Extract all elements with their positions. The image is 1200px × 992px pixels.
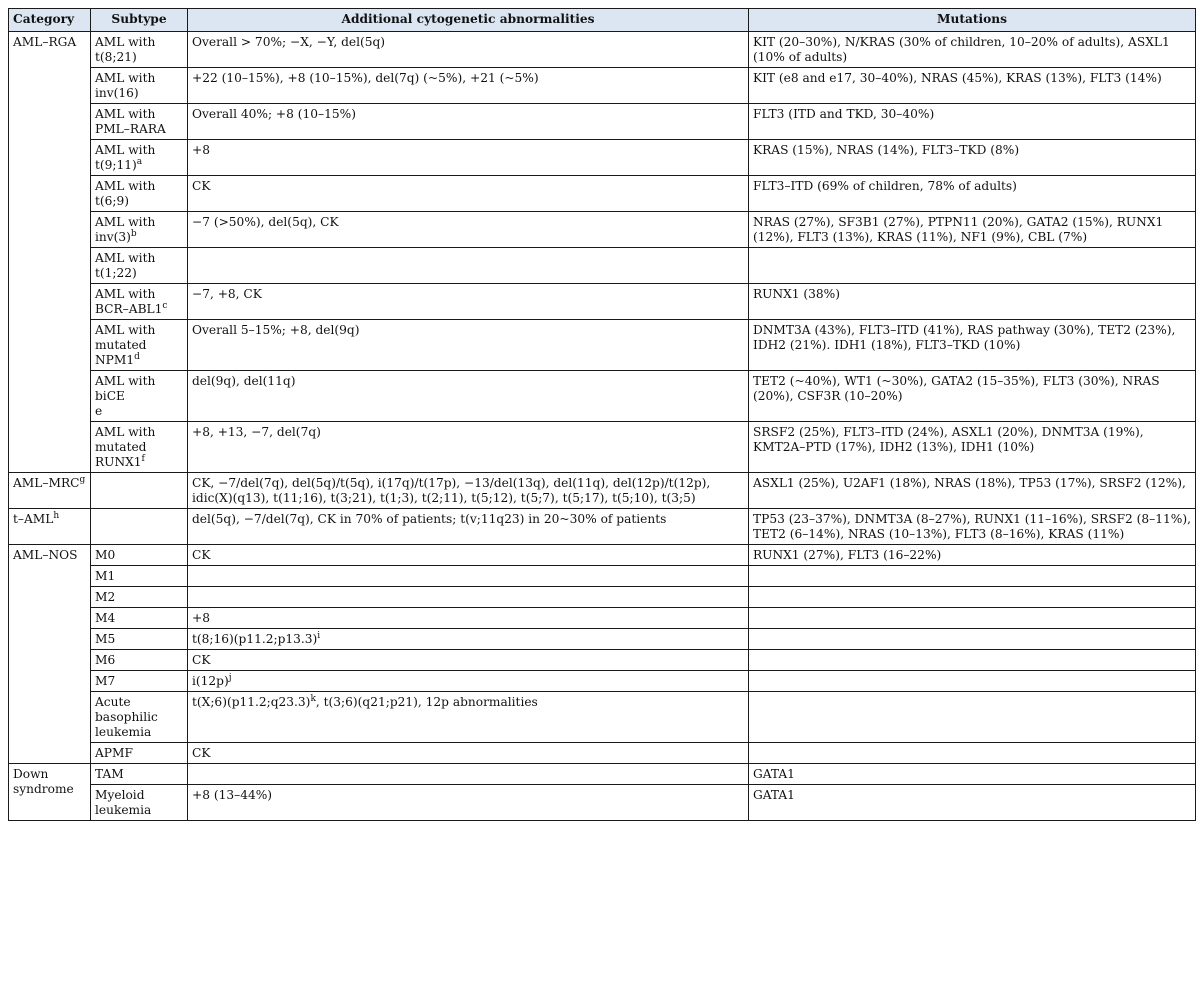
table-row: [9, 32, 1196, 68]
table-container: [8, 8, 1195, 821]
table-row: [9, 629, 1196, 650]
category-cell: [9, 473, 91, 509]
subtype-cell: M7: [91, 671, 188, 692]
subtype-cell: M5: [91, 629, 188, 650]
cytogenetics-text: t(8;16)(p11.2;p13.3): [192, 632, 318, 646]
table-row: [9, 509, 1196, 545]
header-row: [9, 9, 1196, 32]
subtype-cell: M1: [91, 566, 188, 587]
mutations-cell: [749, 608, 1196, 629]
cytogenetics-text: t(X;6)(p11.2;q23.3): [192, 695, 311, 709]
cytogenetics-cell: [188, 566, 749, 587]
subtype-cell: [91, 473, 188, 509]
category-text: t–AML: [13, 512, 54, 526]
cytogenetics-cell: [188, 629, 749, 650]
subtype-cell: AML with t(1;22): [91, 248, 188, 284]
subtype-cell: [91, 320, 188, 371]
mutations-cell: [749, 248, 1196, 284]
category-cell: [9, 509, 91, 545]
cytogenetics-cell: +8 (13–44%): [188, 785, 749, 821]
mutations-cell: GATA1: [749, 764, 1196, 785]
mutations-cell: RUNX1 (27%), FLT3 (16–22%): [749, 545, 1196, 566]
subtype-cell: [91, 509, 188, 545]
footnote-marker: i: [317, 630, 321, 641]
cytogenetics-cell: +8: [188, 608, 749, 629]
cytogenetics-cell: −7, +8, CK: [188, 284, 749, 320]
cytogenetics-cell: −7 (>50%), del(5q), CK: [188, 212, 749, 248]
table-row: [9, 473, 1196, 509]
mutations-cell: SRSF2 (25%), FLT3–ITD (24%), ASXL1 (20%), DNMT3A (19%), KMT2A–PTD (17%), IDH2 (13%), IDH1 (10%): [749, 422, 1196, 473]
mutations-cell: TET2 (~40%), WT1 (~30%), GATA2 (15–35%), FLT3 (30%), NRAS (20%), CSF3R (10–20%): [749, 371, 1196, 422]
header-mutations: Mutations: [749, 9, 1196, 32]
subtype-cell: [91, 212, 188, 248]
cytogenetics-cell: CK: [188, 650, 749, 671]
mutations-cell: TP53 (23–37%), DNMT3A (8–27%), RUNX1 (11–16%), SRSF2 (8–11%), TET2 (6–14%), NRAS (10–13%), FLT3 (8–16%), KRAS (11%): [749, 509, 1196, 545]
mutations-cell: RUNX1 (38%): [749, 284, 1196, 320]
subtype-cell: Acute basophilic leukemia: [91, 692, 188, 743]
cytogenetics-text: i(12p): [192, 674, 229, 688]
mutations-cell: NRAS (27%), SF3B1 (27%), PTPN11 (20%), GATA2 (15%), RUNX1 (12%), FLT3 (13%), KRAS (11%), NF1 (9%), CBL (7%): [749, 212, 1196, 248]
subtype-text: AML with biCE: [95, 374, 156, 403]
subtype-cell: M2: [91, 587, 188, 608]
subtype-cell: APMF: [91, 743, 188, 764]
table-row: [9, 320, 1196, 371]
cytogenetics-cell: del(5q), −7/del(7q), CK in 70% of patients; t(v;11q23) in 20~30% of patients: [188, 509, 749, 545]
table-row: [9, 284, 1196, 320]
subtype-cell: M6: [91, 650, 188, 671]
mutations-cell: [749, 671, 1196, 692]
table-row: [9, 422, 1196, 473]
cytogenetics-cell: [188, 764, 749, 785]
subtype-text: AML with mutated RUNX1: [95, 425, 156, 469]
table-row: [9, 68, 1196, 104]
footnote-marker: j: [228, 672, 232, 683]
mutations-cell: [749, 692, 1196, 743]
mutations-cell: ASXL1 (25%), U2AF1 (18%), NRAS (18%), TP53 (17%), SRSF2 (12%),: [749, 473, 1196, 509]
mutations-cell: [749, 566, 1196, 587]
table-row: [9, 212, 1196, 248]
mutations-cell: GATA1: [749, 785, 1196, 821]
footnote-marker: h: [53, 510, 60, 521]
cytogenetics-cell: CK: [188, 545, 749, 566]
footnote-marker: c: [162, 300, 168, 311]
cytogenetics-text: , t(3;6)(q21;p21), 12p abnormalities: [315, 695, 538, 709]
table-row: [9, 371, 1196, 422]
cytogenetics-cell: +22 (10–15%), +8 (10–15%), del(7q) (~5%), +21 (~5%): [188, 68, 749, 104]
footnote-marker: k: [310, 693, 316, 704]
subtype-cell: AML with PML–RARA: [91, 104, 188, 140]
cytogenetics-cell: CK: [188, 176, 749, 212]
table-row: [9, 587, 1196, 608]
subtype-cell: [91, 284, 188, 320]
cytogenetics-cell: Overall > 70%; −X, −Y, del(5q): [188, 32, 749, 68]
mutations-cell: KRAS (15%), NRAS (14%), FLT3–TKD (8%): [749, 140, 1196, 176]
mutations-cell: FLT3 (ITD and TKD, 30–40%): [749, 104, 1196, 140]
mutations-cell: [749, 650, 1196, 671]
cytogenetics-cell: +8, +13, −7, del(7q): [188, 422, 749, 473]
subtype-cell: TAM: [91, 764, 188, 785]
cytogenetics-cell: [188, 587, 749, 608]
table-row: [9, 140, 1196, 176]
table-row: [9, 671, 1196, 692]
cytogenetics-cell: CK, −7/del(7q), del(5q)/t(5q), i(17q)/t(17p), −13/del(13q), del(11q), del(12p)/t(12p), idic(X)(q13), t(11;16), t(3;21), t(1;3), t(2;11), t(5;12), t(5;7), t(5;17), t(5;10), t(3;5): [188, 473, 749, 509]
mutations-cell: KIT (e8 and e17, 30–40%), NRAS (45%), KRAS (13%), FLT3 (14%): [749, 68, 1196, 104]
category-text: AML–MRC: [13, 476, 80, 490]
header-category: Category: [9, 9, 91, 32]
table-row: [9, 785, 1196, 821]
cytogenetics-cell: Overall 40%; +8 (10–15%): [188, 104, 749, 140]
table-row: [9, 176, 1196, 212]
subtype-cell: M0: [91, 545, 188, 566]
mutations-cell: [749, 629, 1196, 650]
subtype-text: AML with mutated NPM1: [95, 323, 156, 367]
table-row: [9, 743, 1196, 764]
cytogenetics-cell: del(9q), del(11q): [188, 371, 749, 422]
footnote-marker: f: [141, 453, 145, 464]
table-row: [9, 650, 1196, 671]
subtype-cell: AML with t(6;9): [91, 176, 188, 212]
cytogenetics-cell: [188, 671, 749, 692]
table-row: [9, 104, 1196, 140]
footnote-marker: a: [136, 156, 143, 167]
footnote-marker: e: [95, 404, 103, 418]
footnote-marker: d: [134, 351, 140, 362]
subtype-cell: AML with t(8;21): [91, 32, 188, 68]
subtype-cell: Myeloid leukemia: [91, 785, 188, 821]
footnote-marker: b: [130, 228, 137, 239]
mutations-cell: KIT (20–30%), N/KRAS (30% of children, 10–20% of adults), ASXL1 (10% of adults): [749, 32, 1196, 68]
subtype-text: AML with t(9;11): [95, 143, 156, 172]
mutations-cell: [749, 743, 1196, 764]
subtype-cell: [91, 422, 188, 473]
category-cell: Down syndrome: [9, 764, 91, 821]
table-row: [9, 764, 1196, 785]
table-row: [9, 566, 1196, 587]
header-cytogenetics: Additional cytogenetic abnormalities: [188, 9, 749, 32]
mutations-cell: DNMT3A (43%), FLT3–ITD (41%), RAS pathway (30%), TET2 (23%), IDH2 (21%). IDH1 (18%), FLT3–TKD (10%): [749, 320, 1196, 371]
subtype-cell: M4: [91, 608, 188, 629]
cytogenetics-cell: [188, 248, 749, 284]
mutations-cell: [749, 587, 1196, 608]
mutations-cell: FLT3–ITD (69% of children, 78% of adults): [749, 176, 1196, 212]
subtype-cell: [91, 371, 188, 422]
cytogenetics-cell: CK: [188, 743, 749, 764]
subtype-cell: AML with inv(16): [91, 68, 188, 104]
cytogenetics-cell: +8: [188, 140, 749, 176]
cytogenetics-cell: [188, 692, 749, 743]
category-cell: AML–RGA: [9, 32, 91, 473]
footnote-marker: g: [79, 474, 86, 485]
category-cell: AML–NOS: [9, 545, 91, 764]
table-row: [9, 608, 1196, 629]
subtype-cell: [91, 140, 188, 176]
table-row: [9, 248, 1196, 284]
table-row: [9, 692, 1196, 743]
subtype-text: AML with inv(3): [95, 215, 156, 244]
subtype-text: AML with BCR–ABL1: [95, 287, 163, 316]
header-subtype: Subtype: [91, 9, 188, 32]
cytogenetics-cell: Overall 5–15%; +8, del(9q): [188, 320, 749, 371]
table-row: [9, 545, 1196, 566]
aml-classification-table: [8, 8, 1196, 821]
